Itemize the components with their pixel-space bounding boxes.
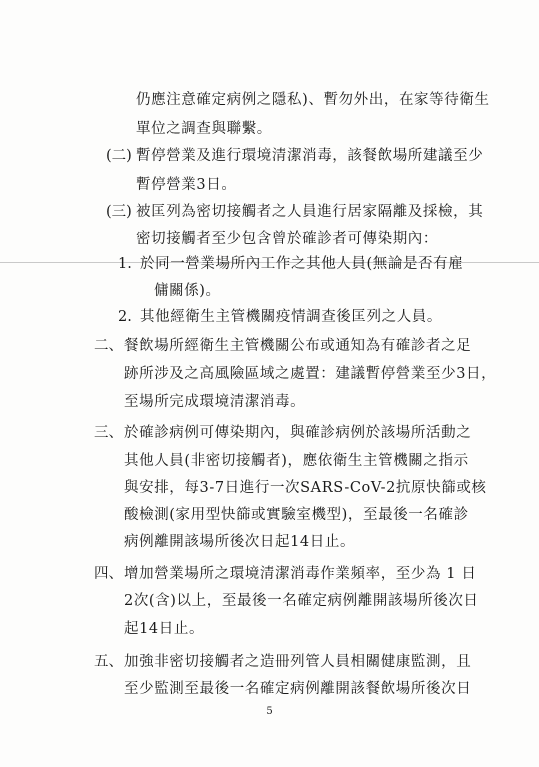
sub-item-line: 暫停營業及進行環境清潔消毒，該餐飲場所建議至少 bbox=[136, 148, 484, 164]
item-line: 起14日止。 bbox=[124, 621, 205, 637]
sub-item-line: 暫停營業3日。 bbox=[136, 177, 237, 193]
item-line: 跡所涉及之高風險區域之處置：建議暫停營業至少3日， bbox=[124, 366, 497, 382]
numbered-item-marker: 2. bbox=[118, 309, 132, 325]
item-line: 餐飲場所經衛生主管機關公布或通知為有確診者之足 bbox=[124, 338, 472, 354]
item-line: 增加營業場所之環境清潔消毒作業頻率，至少為 1 日 bbox=[124, 566, 477, 582]
item-line: 酸檢測(家用型快篩或實驗室機型)，至最後一名確診 bbox=[124, 507, 469, 523]
item-marker: 三、 bbox=[94, 425, 123, 441]
numbered-item-line: 傭關係)。 bbox=[154, 283, 221, 299]
item-marker: 五、 bbox=[94, 654, 123, 670]
item-line: 至少監測至最後一名確定病例離開該餐飲場所後次日 bbox=[124, 681, 472, 697]
item-line: 與安排，每3-7日進行一次SARS-CoV-2抗原快篩或核 bbox=[124, 480, 487, 496]
sub-item-marker: (二) bbox=[106, 148, 132, 164]
continuation-line: 單位之調查與聯繫。 bbox=[136, 121, 272, 137]
sub-item-marker: (三) bbox=[106, 204, 132, 220]
continuation-line: 仍應注意確定病例之隱私)、暫勿外出，在家等待衛生 bbox=[136, 92, 490, 108]
item-line: 於確診病例可傳染期內，與確診病例於該場所活動之 bbox=[124, 425, 472, 441]
page-number: 5 bbox=[266, 706, 273, 717]
item-line: 病例離開該場所後次日起14日止。 bbox=[124, 534, 356, 550]
numbered-item-line: 其他經衛生主管機關疫情調查後匡列之人員。 bbox=[140, 309, 442, 325]
item-line: 2次(含)以上，至最後一名確定病例離開該場所後次日 bbox=[124, 593, 479, 609]
item-line: 其他人員(非密切接觸者)，應依衛生主管機關之指示 bbox=[124, 453, 469, 469]
item-marker: 四、 bbox=[94, 566, 123, 582]
item-line: 加強非密切接觸者之造冊列管人員相關健康監測，且 bbox=[124, 654, 472, 670]
sub-item-line: 被匡列為密切接觸者之人員進行居家隔離及採檢，其 bbox=[136, 204, 484, 220]
item-marker: 二、 bbox=[94, 338, 123, 354]
sub-item-line: 密切接觸者至少包含曾於確診者可傳染期內： bbox=[136, 231, 438, 247]
numbered-item-line: 於同一營業場所內工作之其他人員(無論是否有雇 bbox=[140, 256, 464, 272]
numbered-item-marker: 1. bbox=[118, 256, 132, 272]
item-line: 至場所完成環境清潔消毒。 bbox=[124, 394, 306, 410]
